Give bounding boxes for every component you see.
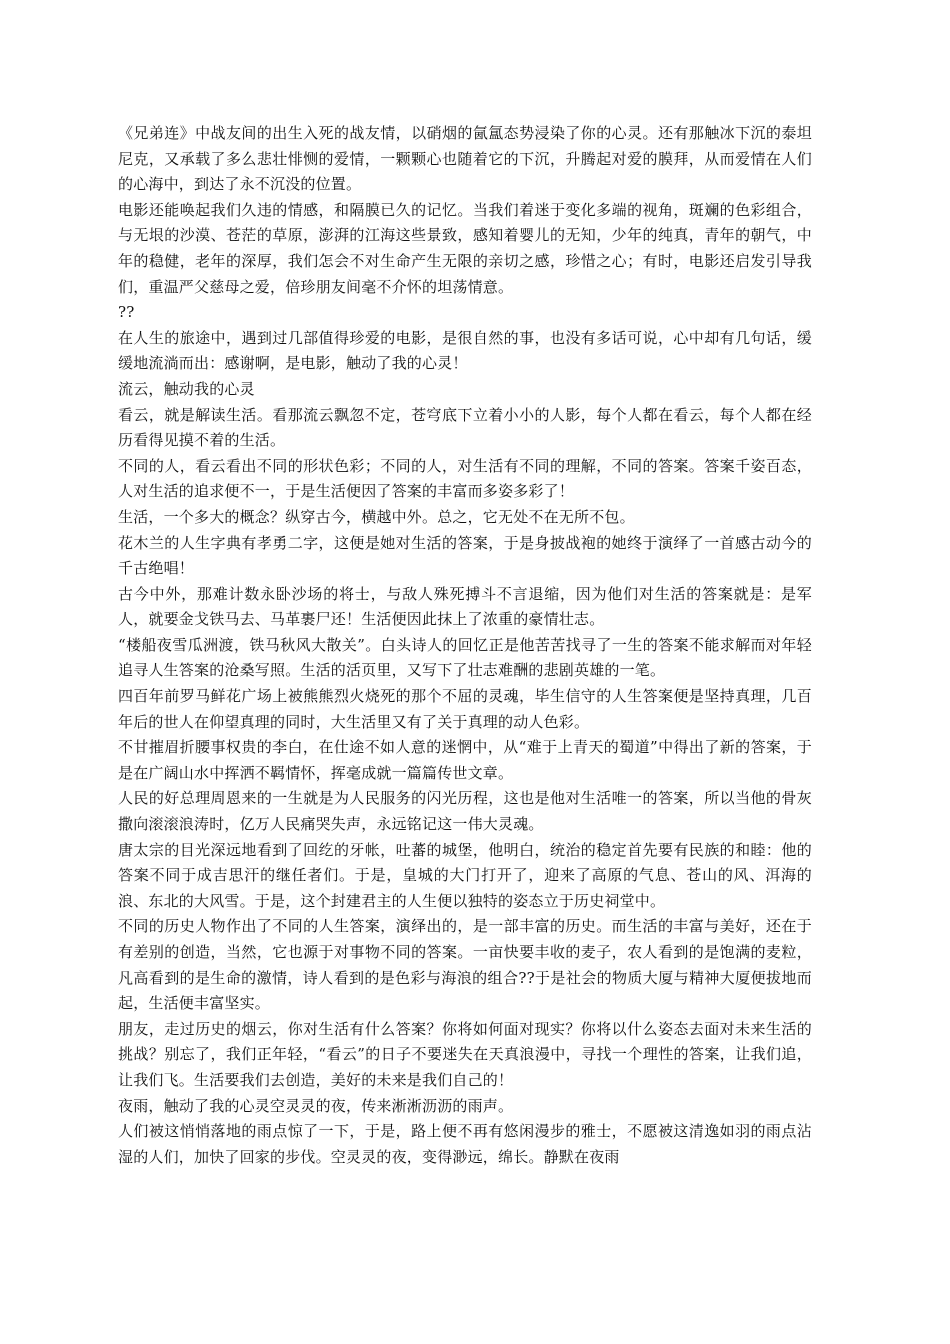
section-heading: 流云，触动我的心灵 [118,379,255,398]
paragraph: 不同的历史人物作出了不同的人生答案，演绎出的，是一部丰富的历史。而生活的丰富与美好，还在于有差别的创造，当然，它也源于对事物不同的答案。一亩快要丰收的麦子，农人看到的是饱满的麦粒，凡高看到的是生命的激情，诗人看到的是色彩与海浪的组合??于是社会的物质大厦与精神大厦便拔地而起，生活便丰富坚实。 [118,917,812,1013]
paragraph: 在人生的旅途中，遇到过几部值得珍爱的电影，是很自然的事，也没有多话可说，心中却有几句话，缓缓地流淌而出：感谢啊，是电影，触动了我的心灵！ [118,328,812,373]
paragraph: 生活，一个多大的概念？纵穿古今，横越中外。总之，它无处不在无所不包。 [118,507,635,526]
document-body [118,121,812,1170]
paragraph: “楼船夜雪瓜洲渡，铁马秋风大散关”。白头诗人的回忆正是他苦苦找寻了一生的答案不能求解而对年轻追寻人生答案的沧桑写照。生活的活页里，又写下了壮志难酬的悲剧英雄的一笔。 [118,635,812,680]
paragraph: 夜雨，触动了我的心灵空灵灵的夜，传来淅淅沥沥的雨声。 [118,1096,514,1115]
paragraph: 人民的好总理周恩来的一生就是为人民服务的闪光历程，这也是他对生活唯一的答案，所以当他的骨灰撒向滚滚浪涛时，亿万人民痛哭失声，永远铭记这一伟大灵魂。 [118,789,812,834]
paragraph: 四百年前罗马鲜花广场上被熊熊烈火烧死的那个不屈的灵魂，毕生信守的人生答案便是坚持真理，几百年后的世人在仰望真理的同时，大生活里又有了关于真理的动人色彩。 [118,687,812,731]
paragraph: 看云，就是解读生活。看那流云飘忽不定，苍穹底下立着小小的人影，每个人都在看云，每个人都在经历看得见摸不着的生活。 [118,405,812,450]
paragraph: 电影还能唤起我们久违的情感，和隔膜已久的记忆。当我们着迷于变化多端的视角，斑斓的色彩组合，与无垠的沙漠、苍茫的草原，澎湃的江海这些景致，感知着婴儿的无知，少年的纯真，青年的朝气，中年的稳健，老年的深厚，我们怎会不对生命产生无限的亲切之感，珍惜之心；有时，电影还启发引导我们，重温严父慈母之爱，倍珍朋友间毫不介怀的坦荡情意。 [118,200,812,296]
paragraph: 唐太宗的目光深远地看到了回纥的牙帐，吐蕃的城堡，他明白，统治的稳定首先要有民族的和睦：他的答案不同于成吉思汗的继任者们。于是，皇城的大门打开了，迎来了高原的气息、苍山的风、洱海的浪、东北的大风雪。于是，这个封建君主的人生便以独特的姿态立于历史祠堂中。 [118,840,812,910]
paragraph: 《兄弟连》中战友间的出生入死的战友情，以硝烟的氤氲态势浸染了你的心灵。还有那触冰下沉的泰坦尼克，又承载了多么悲壮悱恻的爱情，一颗颗心也随着它的下沉，升腾起对爱的膜拜，从而爱情在人们的心海中，到达了永不沉没的位置。 [118,124,812,194]
paragraph: 花木兰的人生字典有孝勇二字，这便是她对生活的答案，于是身披战袍的她终于演绎了一首感古动今的千古绝唱！ [118,533,812,578]
paragraph: 不同的人，看云看出不同的形状色彩；不同的人，对生活有不同的理解，不同的答案。答案千姿百态，人对生活的追求便不一，于是生活便因了答案的丰富而多姿多彩了！ [118,456,812,501]
paragraph: 朋友，走过历史的烟云，你对生活有什么答案？你将如何面对现实？你将以什么姿态去面对未来生活的挑战？别忘了，我们正年轻，“看云”的日子不要迷失在天真浪漫中，寻找一个理性的答案，让我们追，让我们飞。生活要我们去创造，美好的未来是我们自己的！ [118,1019,812,1089]
paragraph: 古今中外，那难计数永卧沙场的将士，与敌人殊死搏斗不言退缩，因为他们对生活的答案就是：是军人，就要金戈铁马去、马革裹尸还！生活便因此抹上了浓重的豪情壮志。 [118,584,812,629]
paragraph: 人们被这悄悄落地的雨点惊了一下，于是，路上便不再有悠闲漫步的雅士，不愿被这清逸如羽的雨点沾湿的人们，加快了回家的步伐。空灵灵的夜，变得渺远，绵长。静默在夜雨 [118,1122,812,1166]
paragraph: ?? [118,303,135,322]
paragraph: 不甘摧眉折腰事权贵的李白，在仕途不如人意的迷惘中，从“难于上青天的蜀道”中得出了新的答案，于是在广阔山水中挥洒不羁情怀，挥毫成就一篇篇传世文章。 [118,738,812,782]
